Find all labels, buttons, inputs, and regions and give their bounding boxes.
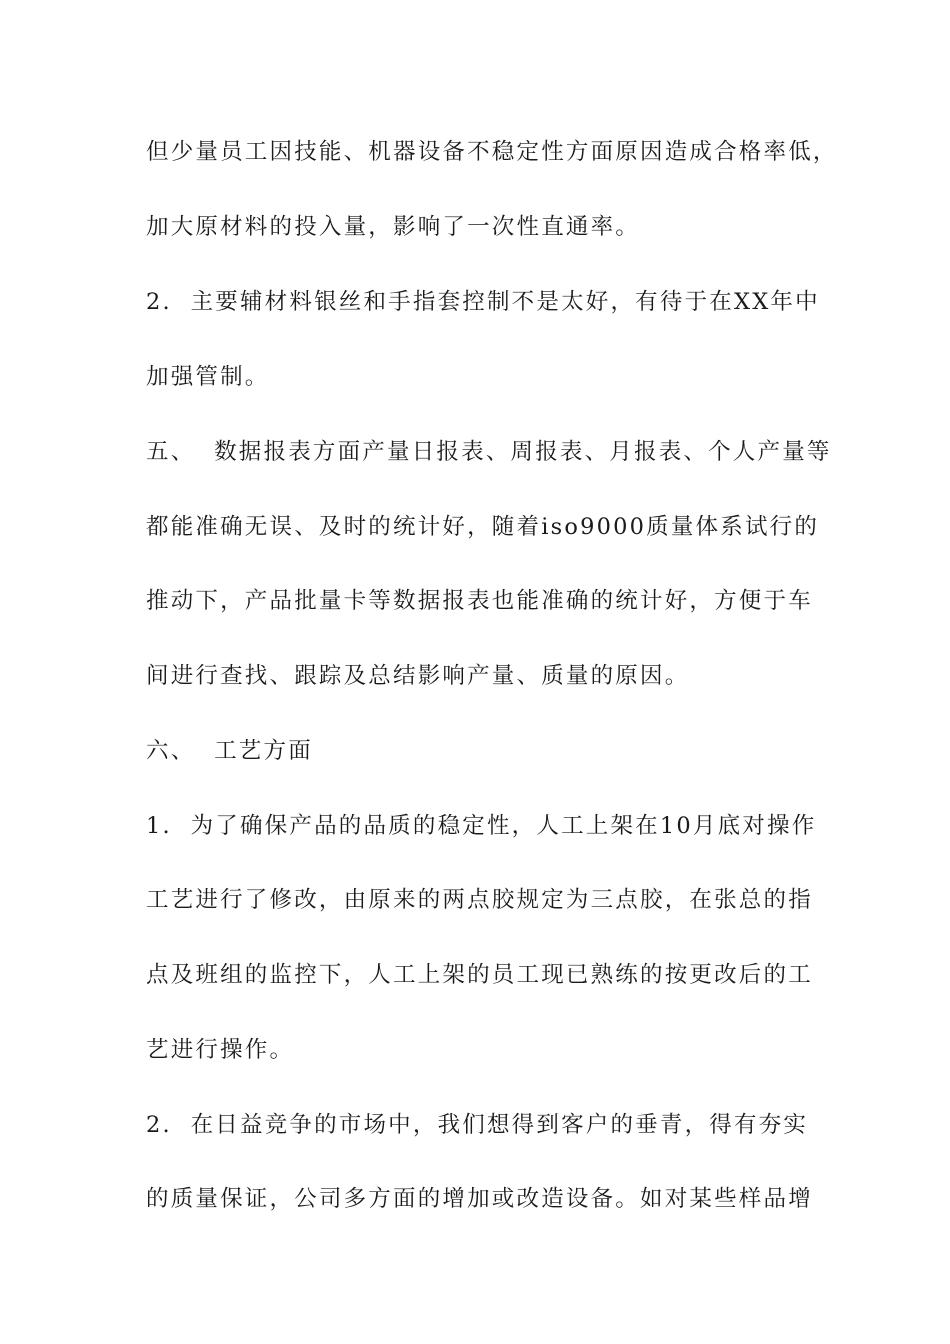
section-heading-line: 六、 工艺方面 xyxy=(146,738,313,764)
list-item-line: 2. 在日益竞争的市场中，我们想得到客户的垂青，得有夯实 xyxy=(146,1112,809,1138)
paragraph-line: 加强管制。 xyxy=(146,364,270,390)
paragraph-line: 都能准确无误、及时的统计好，随着iso9000质量体系试行的 xyxy=(146,514,820,540)
paragraph-line: 但少量员工因技能、机器设备不稳定性方面原因造成合格率低， xyxy=(146,139,838,165)
paragraph-line: 推动下，产品批量卡等数据报表也能准确的统计好，方便于车 xyxy=(146,588,813,614)
paragraph-line: 间进行查找、跟踪及总结影响产量、质量的原因。 xyxy=(146,663,690,689)
list-item-line: 1. 为了确保产品的品质的稳定性，人工上架在10月底对操作 xyxy=(146,813,817,839)
paragraph-line: 加大原材料的投入量，影响了一次性直通率。 xyxy=(146,214,641,240)
paragraph-line: 工艺进行了修改，由原来的两点胶规定为三点胶，在张总的指 xyxy=(146,887,813,913)
list-item-line: 2. 主要辅材料银丝和手指套控制不是太好，有待于在XX年中 xyxy=(146,289,820,315)
paragraph-line: 的质量保证，公司多方面的增加或改造设备。如对某些样品增 xyxy=(146,1186,813,1212)
section-heading-line: 五、 数据报表方面产量日报表、周报表、月报表、个人产量等 xyxy=(146,439,832,465)
paragraph-line: 点及班组的监控下，人工上架的员工现已熟练的按更改后的工 xyxy=(146,962,813,988)
paragraph-line: 艺进行操作。 xyxy=(146,1037,295,1063)
